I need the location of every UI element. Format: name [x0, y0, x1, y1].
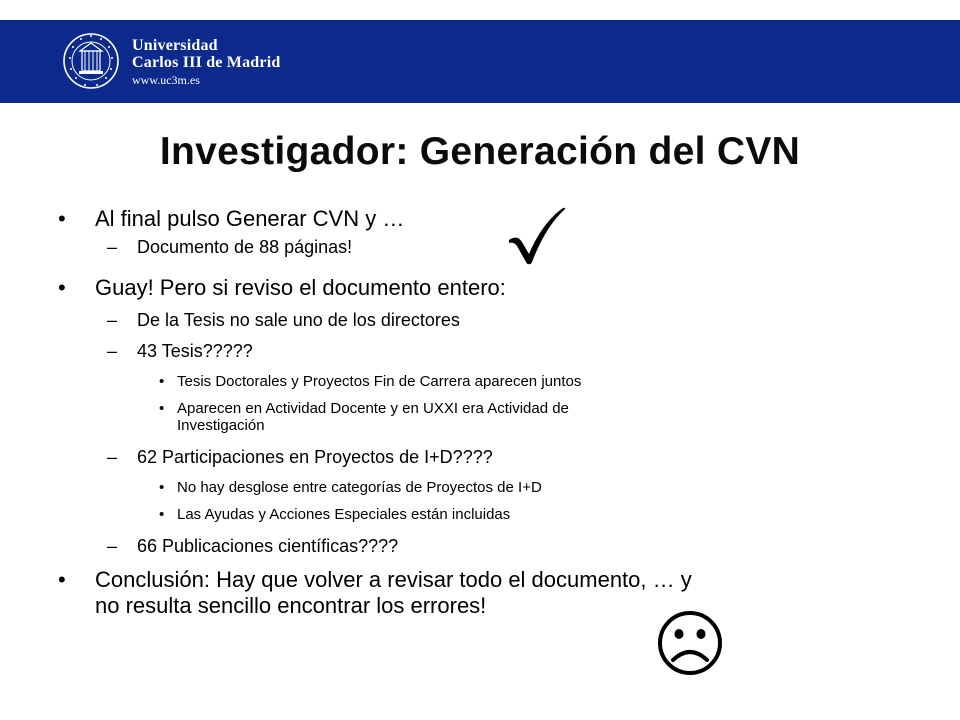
bullet-text: Al final pulso Generar CVN y …: [95, 206, 405, 231]
bullet-marker: •: [159, 373, 165, 390]
bullet-level2: [107, 309, 460, 331]
bullet-level1: [58, 275, 506, 301]
bullet-text-continued: no resulta sencillo encontrar los errores!: [95, 593, 487, 618]
header-bar: [0, 20, 960, 103]
bullet-level2: [107, 446, 493, 468]
logo-url: www.uc3m.es: [132, 73, 200, 87]
bullet-level1: [58, 567, 692, 619]
bullet-marker: •: [58, 206, 66, 231]
bullet-level2: [107, 535, 399, 557]
bullet-text: Las Ayudas y Acciones Especiales están incluidas: [177, 506, 511, 523]
bullet-level3: [159, 373, 582, 390]
dash-marker: –: [107, 237, 118, 257]
slide-title: Investigador: Generación del CVN: [159, 130, 801, 173]
sad-face-icon: [655, 608, 725, 678]
bullet-marker: •: [58, 275, 66, 300]
bullet-text: No hay desglose entre categorías de Proyectos de I+D: [177, 479, 542, 496]
bullet-level1: [58, 206, 405, 232]
bullet-level3: [159, 400, 569, 434]
dash-marker: –: [107, 341, 118, 361]
bullet-text: Guay! Pero si reviso el documento entero:: [95, 275, 506, 300]
bullet-text: 62 Participaciones en Proyectos de I+D????: [137, 447, 493, 467]
bullet-marker: •: [58, 567, 66, 592]
logo-line-1: Universidad: [132, 37, 218, 54]
bullet-marker: •: [159, 479, 165, 496]
bullet-level3: [159, 506, 511, 523]
bullet-text: Tesis Doctorales y Proyectos Fin de Carrera aparecen juntos: [177, 373, 582, 390]
bullet-text: Aparecen en Actividad Docente y en UXXI era Actividad de: [177, 400, 569, 417]
university-seal-icon: [61, 25, 121, 98]
dash-marker: –: [107, 447, 118, 467]
check-mark-icon: [505, 206, 567, 266]
bullet-level3: [159, 479, 542, 496]
bullet-level2: [107, 340, 253, 362]
bullet-text: Documento de 88 páginas!: [137, 237, 353, 257]
bullet-text: 43 Tesis?????: [137, 341, 253, 361]
bullet-marker: •: [159, 400, 165, 417]
dash-marker: –: [107, 310, 118, 330]
bullet-text-continued: Investigación: [177, 417, 265, 434]
bullet-text: Conclusión: Hay que volver a revisar todo el documento, … y: [95, 567, 692, 592]
bullet-text: 66 Publicaciones científicas????: [137, 536, 399, 556]
university-logo-text: [132, 37, 280, 89]
bullet-marker: •: [159, 506, 165, 523]
dash-marker: –: [107, 536, 118, 556]
logo-line-2: Carlos III de Madrid: [132, 54, 281, 71]
bullet-text: De la Tesis no sale uno de los directores: [137, 310, 460, 330]
bullet-level2: [107, 236, 353, 258]
